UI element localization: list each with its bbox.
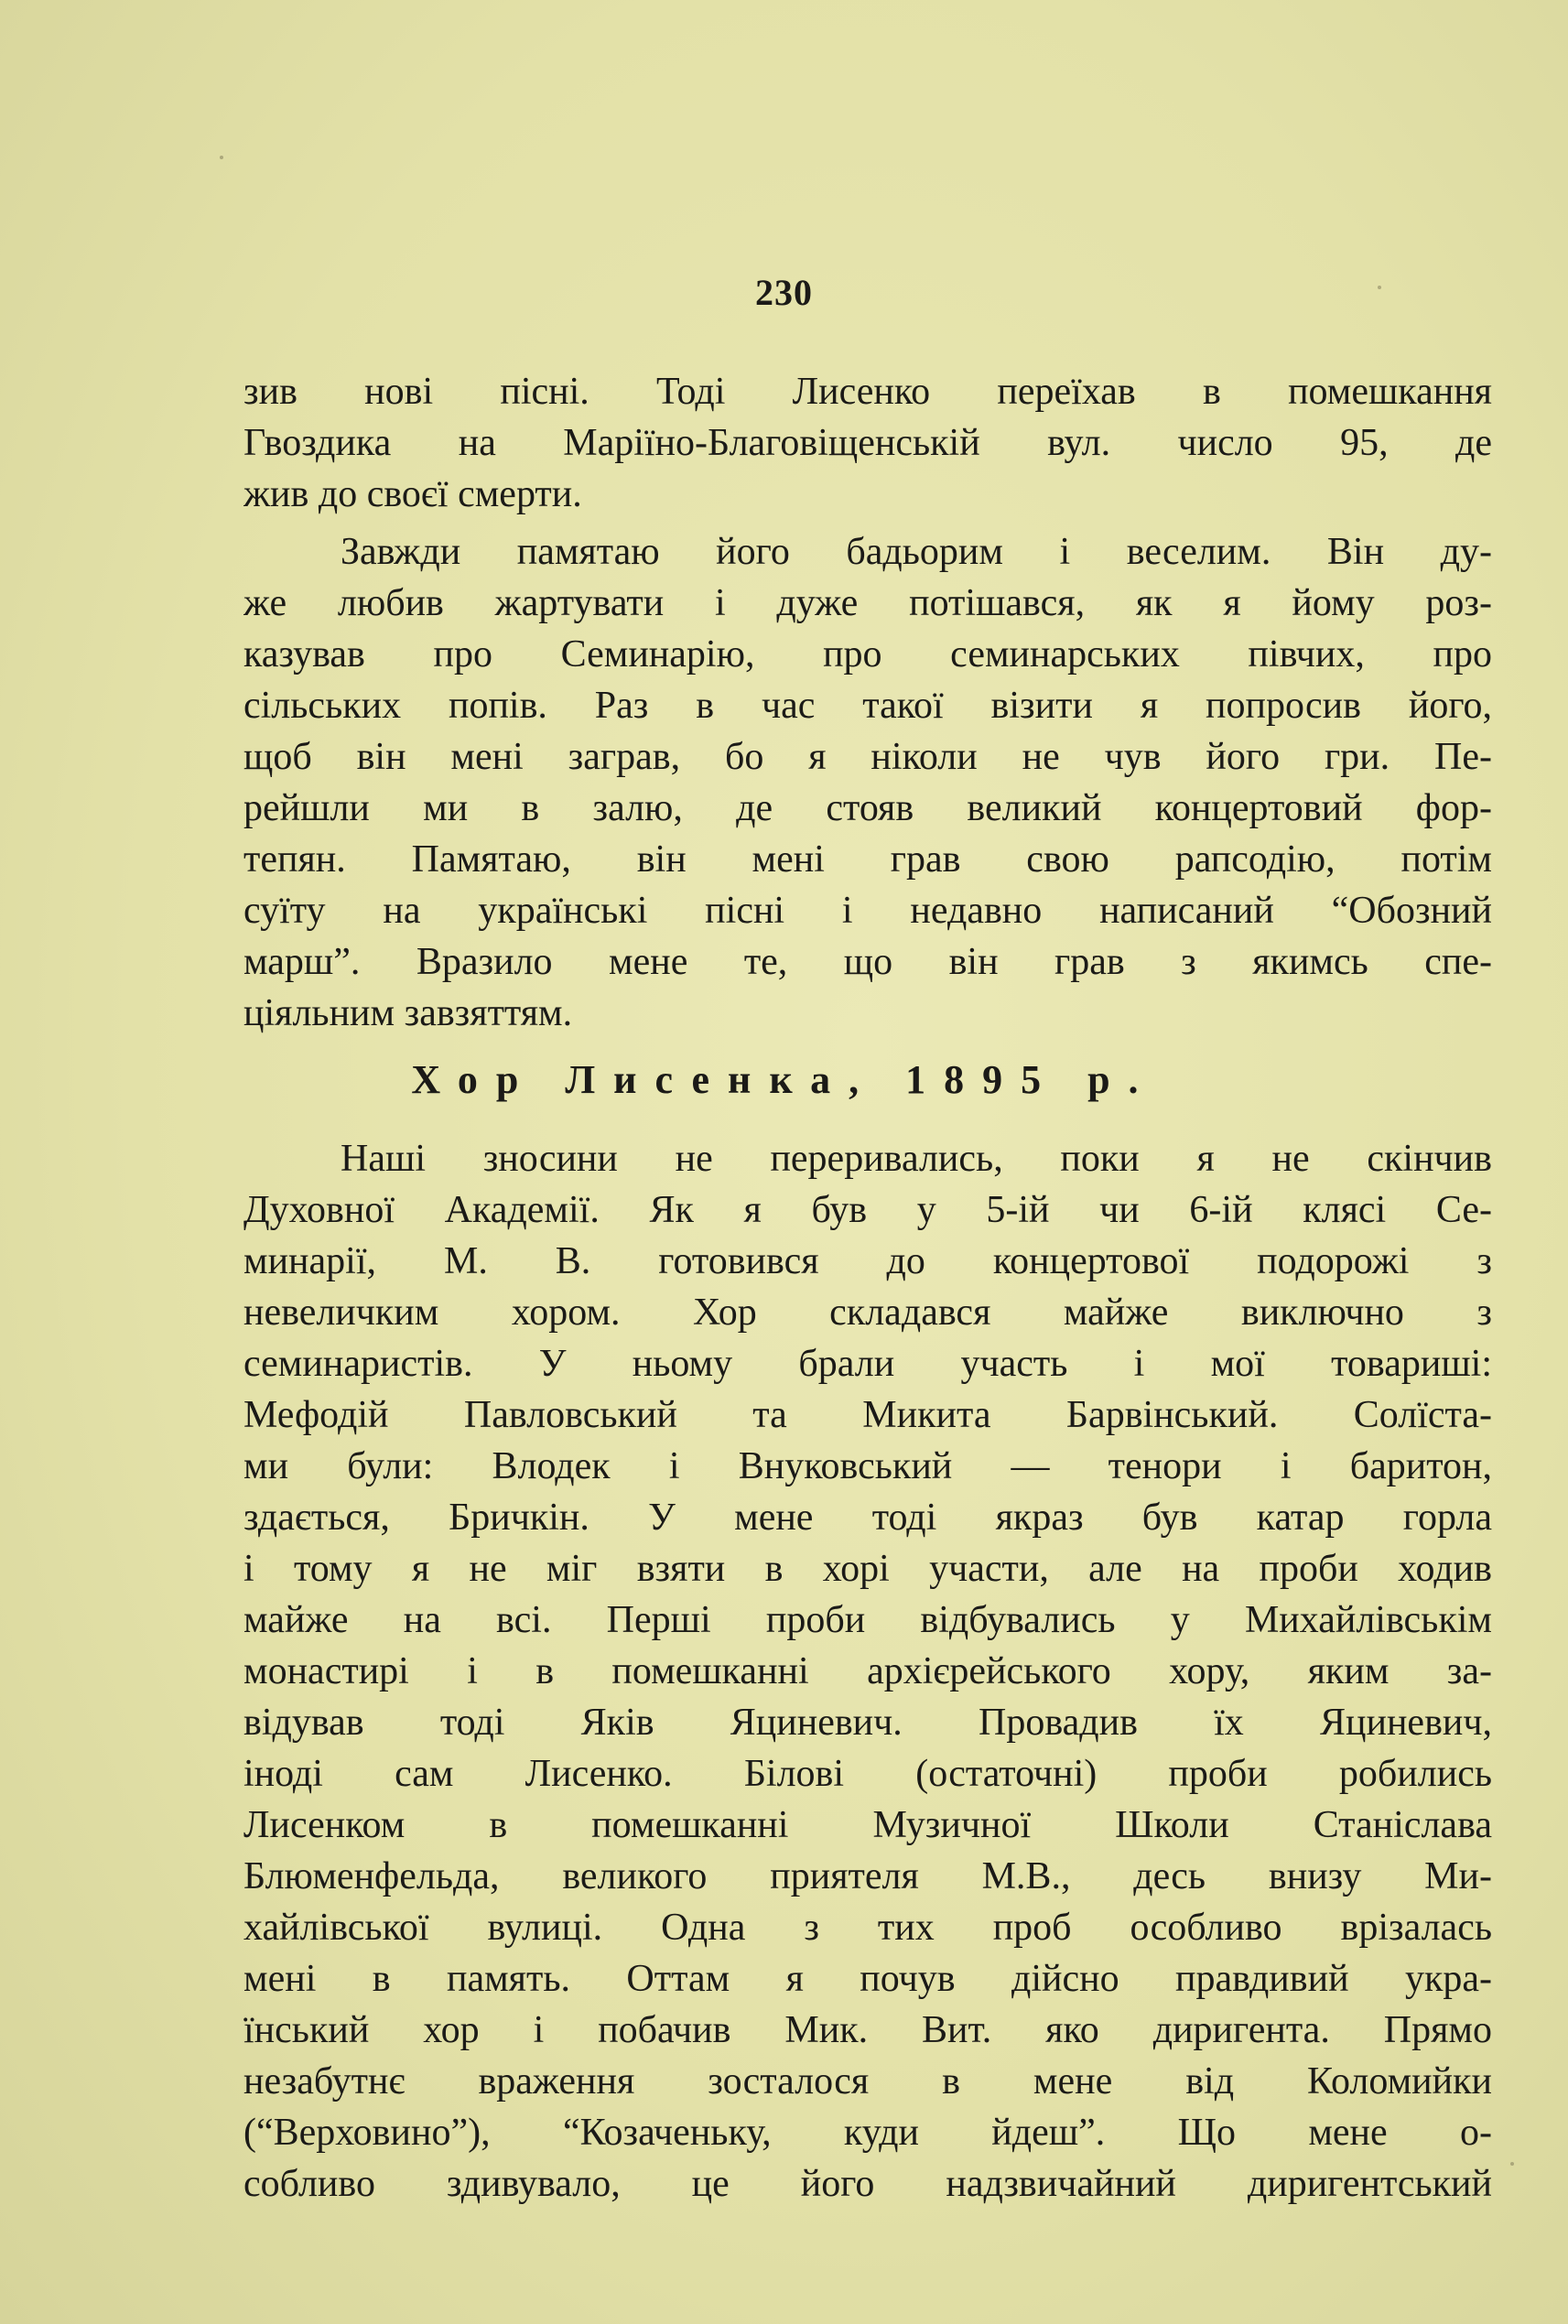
text-line: Наші зносини не переривались, поки я не скінчив xyxy=(341,1138,1492,1180)
paper-speck xyxy=(1510,2162,1514,2166)
paper-speck xyxy=(1378,286,1381,289)
text-line: мені в память. Оттам я почув дійсно правдивий укра- xyxy=(243,1958,1492,2000)
text-line: же любив жартувати і дуже потішався, як я йому роз- xyxy=(243,582,1492,624)
paragraph-1 xyxy=(243,366,1492,520)
text-line: відував тоді Яків Яциневич. Провадив їх Яциневич, xyxy=(243,1702,1492,1744)
text-line: суїту на українські пісні і недавно написаний “Обозний xyxy=(243,890,1492,932)
text-line: Лисенком в помешканні Музичної Школи Станіслава xyxy=(243,1804,1492,1846)
text-line: Духовної Академії. Як я був у 5-ій чи 6-ій клясі Се- xyxy=(243,1189,1492,1231)
text-line: щоб він мені заграв, бо я ніколи не чув його гри. Пе- xyxy=(243,736,1492,778)
text-line: монастирі і в помешканні архієрейського хору, яким за- xyxy=(243,1650,1492,1692)
text-line: ми були: Влодек і Внуковський — тенори і баритон, xyxy=(243,1445,1492,1487)
text-line: марш”. Вразило мене те, що він грав з якимсь спе- xyxy=(243,941,1492,983)
text-line: іноді сам Лисенко. Білові (остаточні) проби робились xyxy=(243,1753,1492,1795)
text-line: Мефодій Павловський та Микита Барвінський. Солїста- xyxy=(243,1394,1492,1436)
text-line: тепян. Памятаю, він мені грав свою рапсодію, потім xyxy=(243,838,1492,881)
section-heading: Хор Лисенка, 1895 р. xyxy=(411,1057,1157,1102)
page-number: 230 xyxy=(755,272,813,313)
text-line: ціяльним завзяттям. xyxy=(243,992,573,1034)
text-line: семинаристів. У ньому брали участь і мої товариші: xyxy=(243,1343,1492,1385)
text-line: Завжди памятаю його бадьорим і веселим. Він ду- xyxy=(341,531,1492,573)
text-line: жив до своєї смерти. xyxy=(243,473,582,515)
text-line: майже на всі. Перші проби відбувались у Михайлівськім xyxy=(243,1599,1492,1641)
paragraph-2 xyxy=(243,526,1492,1039)
text-line: хайлівської вулиці. Одна з тих проб особливо врізалась xyxy=(243,1907,1492,1949)
text-line: і тому я не міг взяти в хорі участи, але на проби ходив xyxy=(243,1548,1492,1590)
paper-speck xyxy=(220,156,223,159)
text-line: Гвоздика на Маріїно-Благовіщенській вул. число 95, де xyxy=(243,422,1492,464)
text-line: казував про Семинарію, про семинарських півчих, про xyxy=(243,633,1492,676)
text-line: зив нові пісні. Тоді Лисенко переїхав в помешкання xyxy=(243,371,1492,413)
text-line: невеличким хором. Хор складався майже виключно з xyxy=(243,1292,1492,1334)
text-line: собливо здивувало, це його надзвичайний диригентський xyxy=(243,2163,1492,2205)
text-line: незабутнє враження зосталося в мене від Коломийки xyxy=(243,2060,1492,2102)
text-line: сільських попів. Раз в час такої візити я попросив його, xyxy=(243,685,1492,727)
text-line: здається, Бричкін. У мене тоді якраз був катар горла xyxy=(243,1497,1492,1539)
text-line: рейшли ми в залю, де стояв великий концертовий фор- xyxy=(243,787,1492,829)
text-line: Блюменфельда, великого приятеля М.В., десь внизу Ми- xyxy=(243,1855,1492,1897)
text-line: минарії, М. В. готовився до концертової подорожі з xyxy=(243,1240,1492,1282)
text-line: їнський хор і побачив Мик. Вит. яко диригента. Прямо xyxy=(243,2009,1492,2051)
paragraph-3 xyxy=(243,1133,1492,2210)
text-line: (“Верховино”), “Козаченьку, куди йдеш”. Що мене о- xyxy=(243,2112,1492,2154)
